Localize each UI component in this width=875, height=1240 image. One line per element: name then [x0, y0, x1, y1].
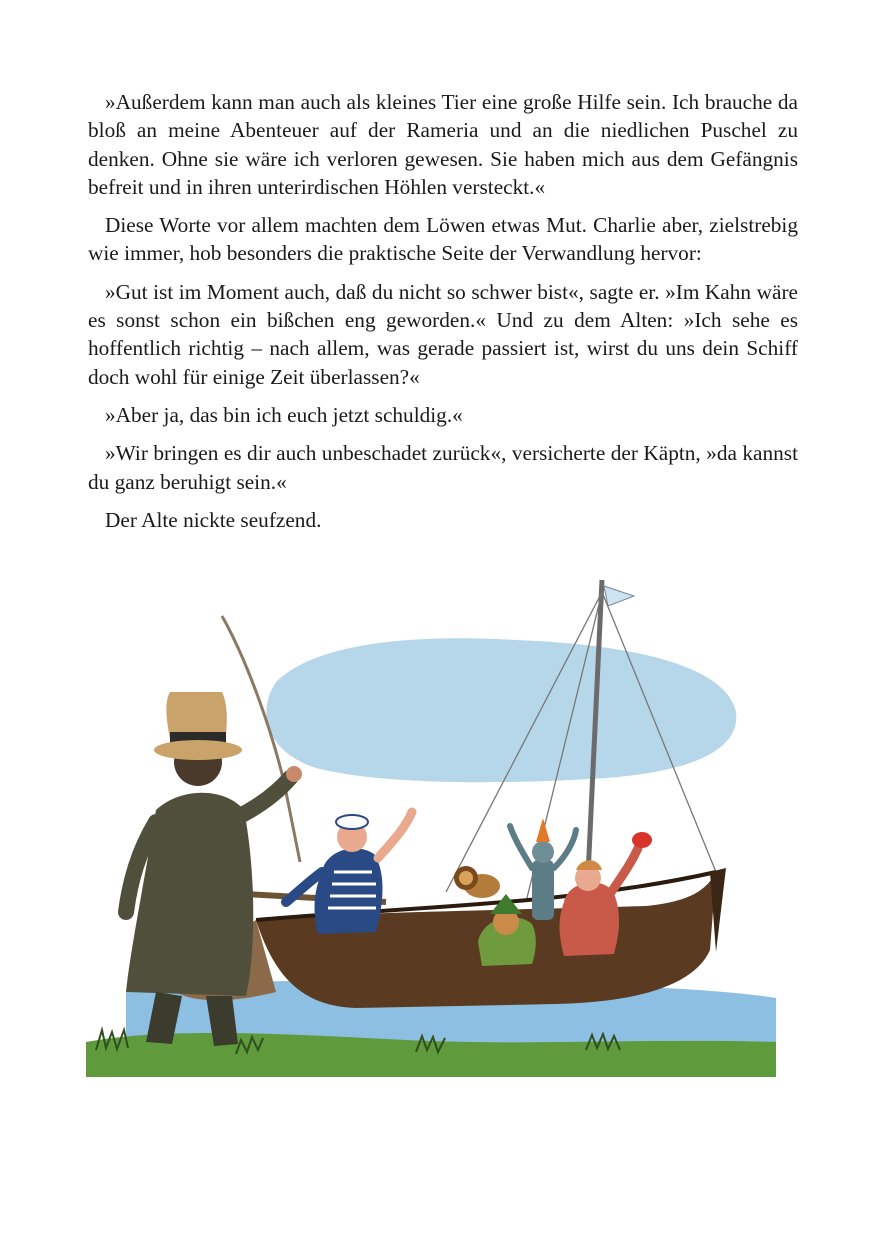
body-text	[88, 88, 798, 544]
boat-scene-illustration	[86, 572, 786, 1097]
paragraph: »Außerdem kann man auch als kleines Tier eine große Hilfe sein. Ich brauche da bloß an meine Abenteuer auf der Rameria und an die niedlichen Puschel zu denken. Ohne sie wäre ich verloren gewesen. Sie haben mich aus dem Gefängnis befreit und in ihren unterirdischen Höhlen versteckt.«	[88, 90, 798, 199]
paragraph: »Wir bringen es dir auch unbeschadet zurück«, versicherte der Käptn, »da kannst du ganz beruhigt sein.«	[88, 441, 798, 494]
paragraph: »Aber ja, das bin ich euch jetzt schuldig.«	[105, 402, 463, 427]
sky-wash	[266, 638, 736, 782]
lion-figure	[454, 866, 500, 898]
flag	[604, 586, 634, 606]
illustration-canvas	[86, 572, 786, 1097]
paragraph: Der Alte nickte seufzend.	[105, 507, 322, 532]
paragraph: Diese Worte vor allem machten dem Löwen etwas Mut. Charlie aber, zielstrebig wie immer, hob besonders die praktische Seite der Verwandlung hervor:	[88, 213, 798, 266]
paragraph: »Gut ist im Moment auch, daß du nicht so schwer bist«, sagte er. »Im Kahn wäre es sonst schon ein bißchen eng geworden.« Und zu dem Alten: »Ich sehe es hoffentlich richtig – nach allem, was gerade passiert ist, wirst du uns dein Schiff doch wohl für einige Zeit überlassen?«	[88, 279, 798, 389]
